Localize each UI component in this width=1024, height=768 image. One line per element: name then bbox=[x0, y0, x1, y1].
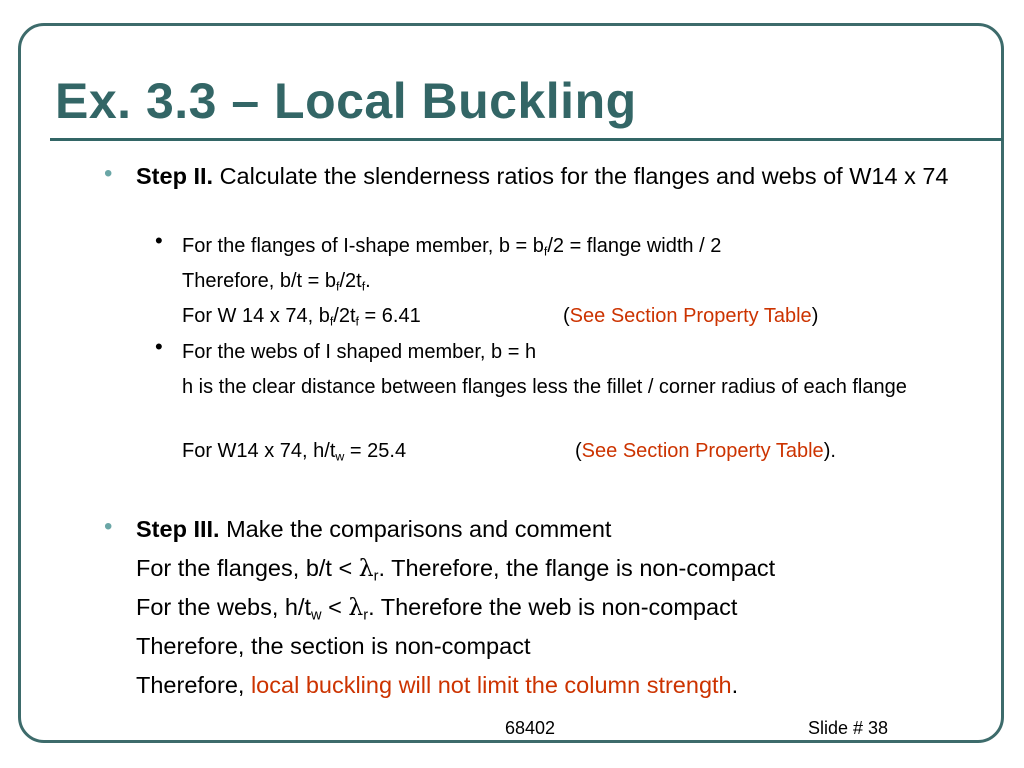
text-run: . bbox=[731, 672, 739, 698]
section-table-link[interactable]: See Section Property Table bbox=[569, 305, 812, 327]
text-run: ) bbox=[811, 305, 819, 327]
section-table-link[interactable]: See Section Property Table bbox=[581, 440, 824, 462]
subscript: r bbox=[363, 607, 369, 624]
footer-slide-number: Slide # 38 bbox=[808, 718, 889, 738]
webs-line-1: For the webs of I shaped member, b = h bbox=[182, 341, 537, 363]
text-run: . bbox=[365, 270, 371, 292]
title-divider bbox=[50, 138, 1003, 141]
footer-course: 68402 bbox=[505, 718, 556, 738]
webs-line-2: h is the clear distance between flanges less the fillet / corner radius of each flange bbox=[182, 376, 907, 398]
text-run: . Therefore, the flange is non-compact bbox=[378, 555, 776, 581]
slide-title: Ex. 3.3 – Local Buckling bbox=[55, 73, 637, 129]
text-run: Therefore, bbox=[136, 672, 251, 698]
subscript: r bbox=[373, 568, 379, 585]
sub-bullet-icon: • bbox=[155, 334, 163, 359]
step3-line-1 bbox=[136, 553, 775, 583]
text-run: For the webs, h/t bbox=[136, 594, 312, 620]
step3-paragraph bbox=[136, 514, 611, 544]
step3-line-4 bbox=[136, 670, 738, 700]
lambda-symbol: λ bbox=[358, 554, 374, 582]
step2-label: Step II. bbox=[136, 163, 214, 189]
text-run: For the flanges, b/t < bbox=[136, 555, 359, 581]
subscript: f bbox=[329, 314, 334, 329]
text-run: /2t bbox=[333, 305, 356, 327]
step3-line-2 bbox=[136, 592, 737, 622]
flanges-line-2 bbox=[182, 269, 371, 294]
subscript: f bbox=[355, 314, 359, 329]
sub-bullet-icon: • bbox=[155, 228, 163, 253]
text-run: ( bbox=[563, 305, 570, 327]
text-run: = 25.4 bbox=[344, 440, 407, 462]
text-run: < bbox=[321, 594, 349, 620]
text-run: ( bbox=[575, 440, 582, 462]
text-run: /2 = flange width / 2 bbox=[547, 235, 722, 257]
text-run: For W14 x 74, h/t bbox=[182, 440, 336, 462]
text-run: For the flanges of I-shape member, b = b bbox=[182, 235, 544, 257]
text-run: . Therefore the web is non-compact bbox=[368, 594, 738, 620]
step3-label: Step III. bbox=[136, 516, 220, 542]
text-run: = 6.41 bbox=[359, 305, 421, 327]
flanges-line-1 bbox=[182, 234, 721, 259]
subscript: f bbox=[543, 244, 548, 259]
bullet-icon: • bbox=[104, 513, 113, 540]
webs-line-3 bbox=[182, 439, 406, 464]
step3-line-3: Therefore, the section is non-compact bbox=[136, 633, 531, 659]
step3-text: Make the comparisons and comment bbox=[219, 516, 612, 542]
webs-reference bbox=[575, 439, 836, 464]
subscript: w bbox=[335, 449, 345, 464]
subscript: f bbox=[335, 279, 340, 294]
step2-paragraph bbox=[136, 161, 988, 191]
text-run: /2t bbox=[339, 270, 362, 292]
text-run: Therefore, b/t = b bbox=[182, 270, 336, 292]
conclusion-highlight: local buckling will not limit the column strength bbox=[250, 672, 732, 698]
subscript: f bbox=[361, 279, 366, 294]
flanges-line-3 bbox=[182, 304, 421, 329]
text-run: ). bbox=[823, 440, 836, 462]
flanges-reference bbox=[563, 304, 818, 329]
step2-text: Calculate the slenderness ratios for the flanges and webs of W14 x 74 bbox=[213, 163, 949, 189]
subscript: w bbox=[311, 607, 322, 624]
text-run: For W 14 x 74, b bbox=[182, 305, 330, 327]
bullet-icon: • bbox=[104, 160, 113, 187]
lambda-symbol: λ bbox=[348, 593, 364, 621]
